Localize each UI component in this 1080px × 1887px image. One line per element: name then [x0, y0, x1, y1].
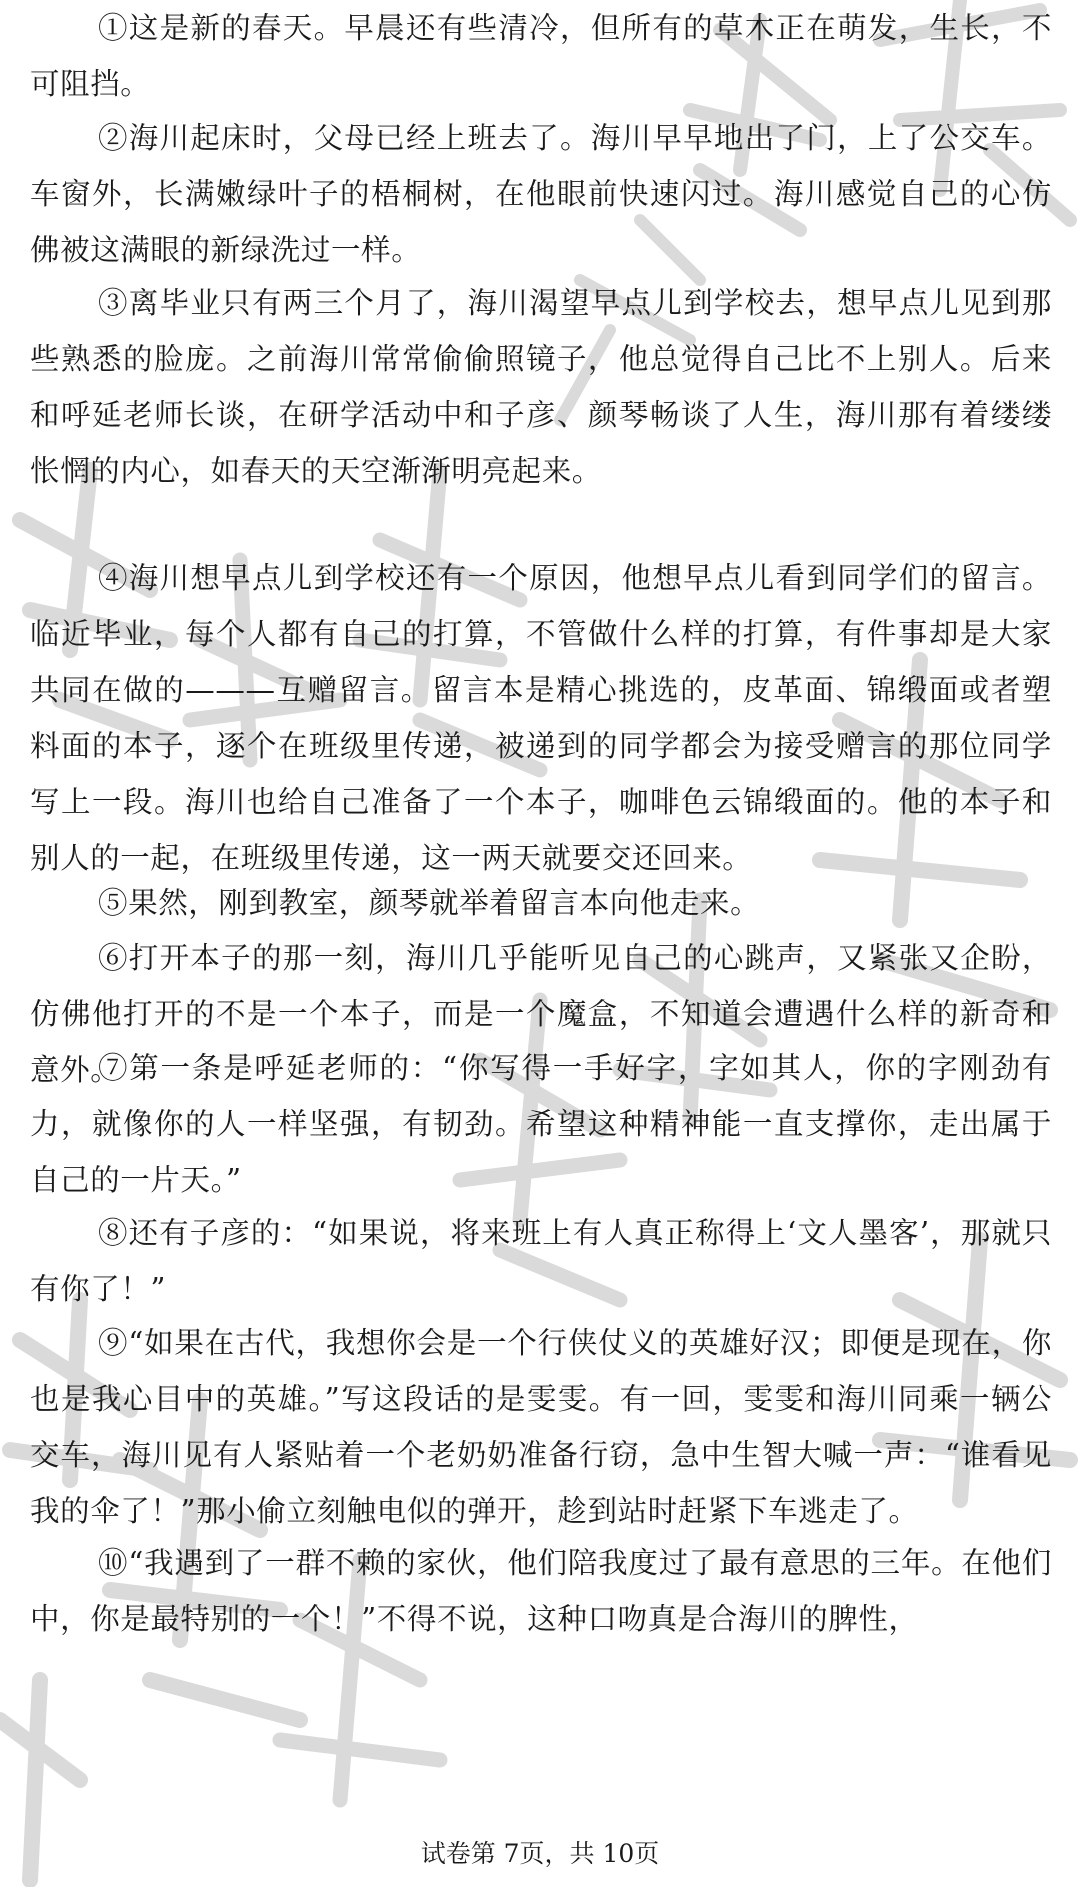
- paragraph-10: ⑩“我遇到了一群不赖的家伙，他们陪我度过了最有意思的三年。在他们中，你是最特别的一个！”不得不说，这种口吻真是合海川的脾性，: [30, 1546, 1052, 1636]
- paragraph-3: ③离毕业只有两三个月了，海川渴望早点儿到学校去，想早点儿见到那些熟悉的脸庞。之前海川常常偷偷照镜子，他总觉得自己比不上别人。后来和呼延老师长谈，在研学活动中和子彦、颜琴畅谈了人生，海川那有着缕缕怅惘的内心，如春天的天空渐渐明亮起来。: [30, 286, 1052, 488]
- paragraph-7: ⑦第一条是呼延老师的：“你写得一手好字，字如其人，你的字刚劲有力，就像你的人一样坚强，有韧劲。希望这种精神能一直支撑你，走出属于自己的一片天。”: [30, 1051, 1052, 1197]
- paragraph-6: ⑥打开本子的那一刻，海川几乎能听见自己的心跳声，又紧张又企盼，仿佛他打开的不是一个本子，而是一个魔盒，不知道会遭遇什么样的新奇和意外。: [30, 941, 1052, 1087]
- paragraph-8: ⑧还有子彦的：“如果说，将来班上有人真正称得上‘文人墨客’，那就只有你了！”: [30, 1216, 1052, 1306]
- paragraph-5: ⑤果然，刚到教室，颜琴就举着留言本向他走来。: [98, 886, 761, 920]
- page-footer: 试卷第 7页，共 10页: [420, 1839, 660, 1868]
- paragraph-9: ⑨“如果在古代，我想你会是一个行侠仗义的英雄好汉；即便是现在，你也是我心目中的英雄。”写这段话的是雯雯。有一回，雯雯和海川同乘一辆公交车，海川见有人紧贴着一个老奶奶准备行窃，急中生智大喊一声：“谁看见我的伞了！”那小偷立刻触电似的弹开，趁到站时赶紧下车逃走了。: [30, 1326, 1052, 1528]
- paragraph-2: ②海川起床时，父母已经上班去了。海川早早地出了门，上了公交车。车窗外，长满嫩绿叶子的梧桐树，在他眼前快速闪过。海川感觉自己的心仿佛被这满眼的新绿洗过一样。: [30, 121, 1052, 267]
- paragraph-1: ①这是新的春天。早晨还有些清冷，但所有的草木正在萌发，生长，不可阻挡。: [30, 11, 1052, 101]
- paragraph-4: ④海川想早点儿到学校还有一个原因，他想早点儿看到同学们的留言。临近毕业，每个人都有自己的打算，不管做什么样的打算，有件事却是大家共同在做的———互赠留言。留言本是精心挑选的，皮革面、锦缎面或者塑料面的本子，逐个在班级里传递，被递到的同学都会为接受赠言的那位同学写上一段。海川也给自己准备了一个本子，咖啡色云锦缎面的。他的本子和别人的一起，在班级里传递，这一两天就要交还回来。: [30, 561, 1052, 875]
